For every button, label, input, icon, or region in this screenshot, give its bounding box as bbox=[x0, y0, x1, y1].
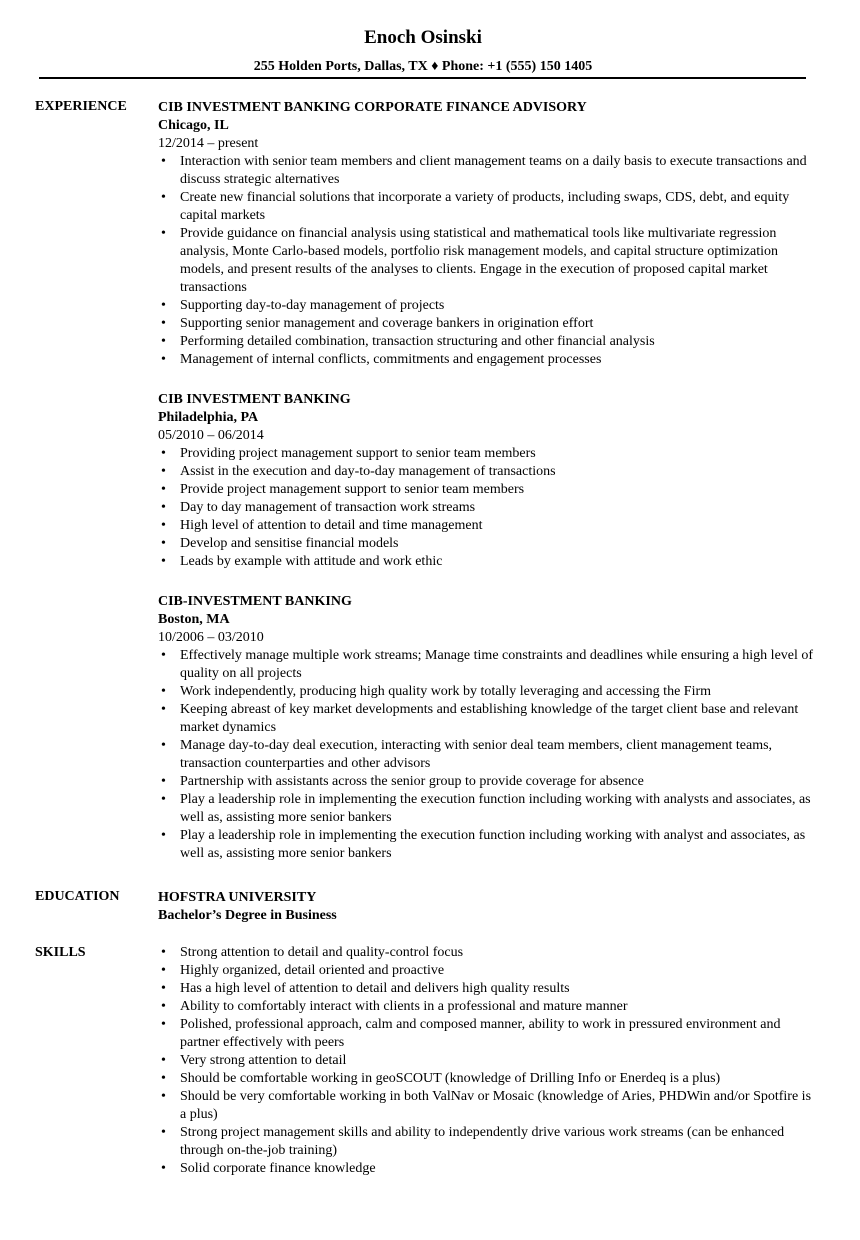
job-title: CIB INVESTMENT BANKING CORPORATE FINANCE ADVISORY bbox=[158, 100, 587, 115]
list-item: • Develop and sensitise financial models bbox=[158, 535, 818, 553]
job-bullets bbox=[158, 445, 818, 571]
list-item: • Highly organized, detail oriented and proactive bbox=[158, 962, 818, 980]
list-item: • Strong attention to detail and quality-control focus bbox=[158, 944, 818, 962]
list-item: • Should be comfortable working in geoSCOUT (knowledge of Drilling Info or Enerdeq is a plus) bbox=[158, 1070, 818, 1088]
job-location: Philadelphia, PA bbox=[158, 410, 259, 425]
school-name: HOFSTRA UNIVERSITY bbox=[158, 890, 317, 905]
header-rule bbox=[39, 77, 806, 79]
list-item: • Interaction with senior team members and client management teams on a daily basis to execute transactions and discuss strategic alternatives bbox=[158, 153, 818, 189]
list-item: • Create new financial solutions that incorporate a variety of products, including swaps, CDS, debt, and equity capital markets bbox=[158, 189, 818, 225]
candidate-name: Enoch Osinski bbox=[364, 27, 482, 48]
job-entry bbox=[158, 593, 818, 863]
list-item: • Polished, professional approach, calm and composed manner, ability to work in pressured environment and partner effectively with peers bbox=[158, 1016, 818, 1052]
list-item: • Work independently, producing high quality work by totally leveraging and accessing the Firm bbox=[158, 683, 818, 701]
list-item: • Provide guidance on financial analysis using statistical and mathematical tools like multivariate regression analysis, Monte Carlo-based models, portfolio risk management models, and capital structure optimization models, and present results of the analyses to clients. Engage in the execution of proposed capital market transactions bbox=[158, 225, 818, 297]
list-item: • Day to day management of transaction work streams bbox=[158, 499, 818, 517]
contact-line: 255 Holden Ports, Dallas, TX ♦ Phone: +1 (555) 150 1405 bbox=[253, 59, 593, 74]
list-item: • Very strong attention to detail bbox=[158, 1052, 818, 1070]
job-dates: 10/2006 – 03/2010 bbox=[158, 630, 264, 645]
list-item: • Play a leadership role in implementing the execution function including working with analysts and associates, as well as, assisting more senior bankers bbox=[158, 791, 818, 827]
job-entry bbox=[158, 391, 818, 571]
list-item: • Should be very comfortable working in both ValNav or Mosaic (knowledge of Aries, PHDWin and/or Spotfire is a plus) bbox=[158, 1088, 818, 1124]
job-entry bbox=[158, 99, 818, 369]
list-item: • Providing project management support to senior team members bbox=[158, 445, 818, 463]
list-item: • Ability to comfortably interact with clients in a professional and mature manner bbox=[158, 998, 818, 1016]
list-item: • Leads by example with attitude and work ethic bbox=[158, 553, 818, 571]
list-item: • Effectively manage multiple work streams; Manage time constraints and deadlines while ensuring a high level of quality on all projects bbox=[158, 647, 818, 683]
job-location: Boston, MA bbox=[158, 612, 230, 627]
list-item: • Partnership with assistants across the senior group to provide coverage for absence bbox=[158, 773, 818, 791]
list-item: • Manage day-to-day deal execution, interacting with senior deal team members, client management teams, transaction counterparties and other advisors bbox=[158, 737, 818, 773]
skills-list bbox=[158, 944, 818, 1178]
list-item: • Management of internal conflicts, commitments and engagement processes bbox=[158, 351, 818, 369]
job-title: CIB INVESTMENT BANKING bbox=[158, 392, 351, 407]
section-label-experience: EXPERIENCE bbox=[35, 99, 127, 114]
list-item: • Assist in the execution and day-to-day management of transactions bbox=[158, 463, 818, 481]
list-item: • Keeping abreast of key market developments and establishing knowledge of the target client base and relevant market dynamics bbox=[158, 701, 818, 737]
list-item: • Supporting day-to-day management of projects bbox=[158, 297, 818, 315]
list-item: • Solid corporate finance knowledge bbox=[158, 1160, 818, 1178]
list-item: • Strong project management skills and ability to independently drive various work streams (can be enhanced through on-the-job training) bbox=[158, 1124, 818, 1160]
list-item: • Provide project management support to senior team members bbox=[158, 481, 818, 499]
section-label-education: EDUCATION bbox=[35, 889, 120, 904]
job-bullets bbox=[158, 647, 818, 863]
job-dates: 05/2010 – 06/2014 bbox=[158, 428, 264, 443]
list-item: • Has a high level of attention to detail and delivers high quality results bbox=[158, 980, 818, 998]
section-label-skills: SKILLS bbox=[35, 945, 86, 960]
degree: Bachelor’s Degree in Business bbox=[158, 908, 337, 923]
job-location: Chicago, IL bbox=[158, 118, 229, 133]
job-bullets bbox=[158, 153, 818, 369]
list-item: • Supporting senior management and coverage bankers in origination effort bbox=[158, 315, 818, 333]
list-item: • High level of attention to detail and time management bbox=[158, 517, 818, 535]
job-title: CIB-INVESTMENT BANKING bbox=[158, 594, 352, 609]
list-item: • Play a leadership role in implementing the execution function including working with analyst and associates, as well as, assisting more senior bankers bbox=[158, 827, 818, 863]
education-entry bbox=[158, 889, 818, 925]
job-dates: 12/2014 – present bbox=[158, 136, 259, 151]
list-item: • Performing detailed combination, transaction structuring and other financial analysis bbox=[158, 333, 818, 351]
